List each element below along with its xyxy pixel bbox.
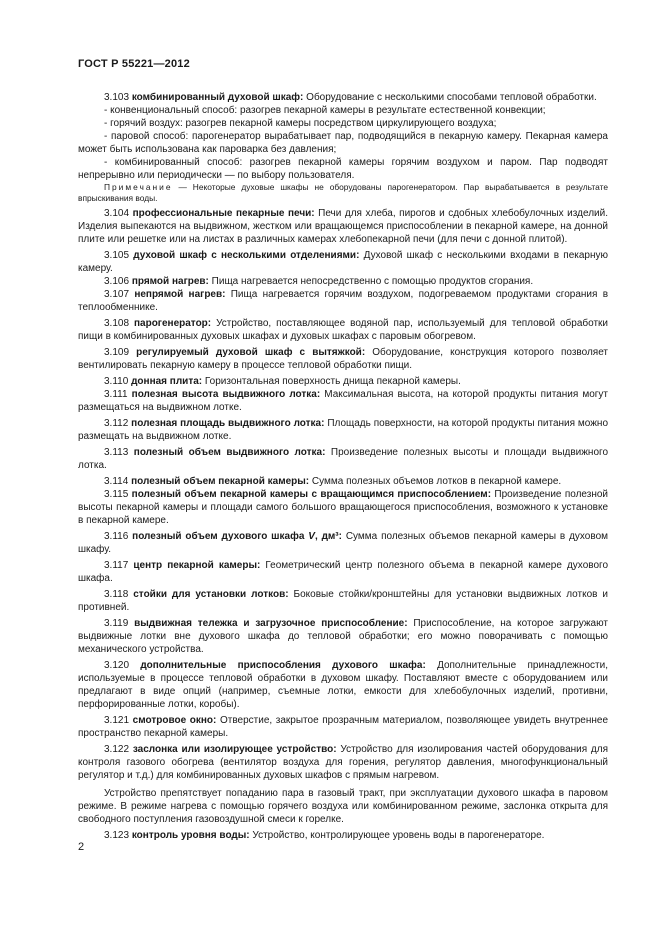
term-title: полезная площадь выдвижного лотка: xyxy=(131,418,325,429)
term-title: дополнительные приспособления духового шкафа: xyxy=(140,660,426,671)
page-number: 2 xyxy=(78,841,85,853)
term-title: профессиональные пекарные печи: xyxy=(132,208,315,219)
list-item: - горячий воздух: разогрев пекарной камеры посредством циркулирующего воздуха; xyxy=(104,118,497,129)
term-3-122: 3.122 заслонка или изолирующее устройство: Устройство для изолирования частей оборудования для контроля газового обогрева (вентилятор воздуха для горения, регулятор давления, многофункциональный регулятор и т.д.) для комбинированных духовых шкафов с прямым нагревом. xyxy=(78,744,609,781)
term-title: духовой шкаф с несколькими отделениями: xyxy=(133,250,360,261)
document-body xyxy=(78,91,608,842)
term-title: полезная высота выдвижного лотка: xyxy=(131,389,321,400)
term-title: полезный объем духового шкафа V, дм³: xyxy=(132,531,342,542)
term-title: полезный объем выдвижного лотка: xyxy=(133,447,326,458)
term-3-106: 3.106 прямой нагрев: Пища нагревается непосредственно с помощью продуктов сгорания. xyxy=(104,276,534,287)
term-3-113: 3.113 полезный объем выдвижного лотка: Произведение полезных высоты и площади выдвижного лотка. xyxy=(78,447,609,471)
term-3-103: 3.103 комбинированный духовой шкаф: Оборудование с несколькими способами тепловой обработки. xyxy=(104,92,597,103)
term-title: полезный объем пекарной камеры с вращающимся приспособлением: xyxy=(131,489,492,500)
term-3-121: 3.121 смотровое окно: Отверстие, закрытое прозрачным материалом, позволяющее увидеть внутреннее пространство пекарной камеры. xyxy=(78,715,609,739)
term-title: полезный объем пекарной камеры: xyxy=(131,476,310,487)
list-item: - конвенциональный способ: разогрев пекарной камеры в результате естественной конвекции; xyxy=(104,105,546,116)
term-title: контроль уровня воды: xyxy=(131,830,250,841)
term-3-111: 3.111 полезная высота выдвижного лотка: Максимальная высота, на которой продукты питания могут размещаться на выдвижном лотке. xyxy=(78,389,609,413)
term-title: регулируемый духовой шкаф с вытяжкой: xyxy=(136,347,366,358)
note xyxy=(78,182,608,204)
term-3-120: 3.120 дополнительные приспособления духового шкафа: Дополнительные принадлежности, используемые в процессе тепловой обработки в духовом шкафу. Поставляют вместе с оборудованием или предлагают в виде опций (например, съемные лотки, емкости для хлебобулочных изделий, противни, перфорированные лотки, коробы). xyxy=(78,660,608,710)
term-3-105: 3.105 духовой шкаф с несколькими отделениями: Духовой шкаф с несколькими входами в пекарную камеру. xyxy=(78,250,608,274)
term-3-123: 3.123 контроль уровня воды: Устройство, контролирующее уровень воды в парогенераторе. xyxy=(104,830,545,841)
term-title: стойки для установки лотков: xyxy=(133,589,289,600)
standard-header: ГОСТ Р 55221—2012 xyxy=(78,58,190,70)
term-title: центр пекарной камеры: xyxy=(133,560,261,571)
term-3-114: 3.114 полезный объем пекарной камеры: Сумма полезных объемов лотков в пекарной камере. xyxy=(104,476,562,487)
term-3-108: 3.108 парогенератор: Устройство, поставляющее водяной пар, используемый для тепловой обработки пищи в комбинированных духовых шкафах и духовых шкафах с паровым обогревом. xyxy=(78,318,608,342)
term-3-112: 3.112 полезная площадь выдвижного лотка: Площадь поверхности, на которой продукты питания можно размещать на выдвижном лотке. xyxy=(78,418,609,442)
term-title: выдвижная тележка и загрузочное приспособление: xyxy=(134,618,408,629)
term-3-115: 3.115 полезный объем пекарной камеры с вращающимся приспособлением: Произведение полезной высоты пекарной камеры и площади самого большого вращающегося приспособления, возможного к установке в пекарной камере. xyxy=(78,489,609,526)
list-item: - комбинированный способ: разогрев пекарной камеры горячим воздухом и паром. Пар подводят непрерывно или периодически — по выбору пользователя. xyxy=(78,157,608,181)
term-title: смотровое окно: xyxy=(132,715,217,726)
term-3-107: 3.107 непрямой нагрев: Пища нагревается горячим воздухом, подогреваемом продуктами сгорания в теплообменнике. xyxy=(78,289,609,313)
list-item: - паровой способ: парогенератор вырабатывает пар, подводящийся в пекарную камеру. Пекарная камера может быть использована как пароварка без давления; xyxy=(78,131,608,155)
term-3-110: 3.110 донная плита: Горизонтальная поверхность днища пекарной камеры. xyxy=(104,376,461,387)
term-3-118: 3.118 стойки для установки лотков: Боковые стойки/кронштейны для установки выдвижных лотков и противней. xyxy=(78,589,609,613)
term-title: донная плита: xyxy=(131,376,203,387)
term-title: прямой нагрев: xyxy=(131,276,209,287)
term-title: непрямой нагрев: xyxy=(134,289,226,300)
term-3-117: 3.117 центр пекарной камеры: Геометрический центр полезного объема в пекарной камере духового шкафа. xyxy=(78,560,609,584)
term-title: парогенератор: xyxy=(133,318,212,329)
term-title: комбинированный духовой шкаф: xyxy=(131,92,304,103)
note-text: — Некоторые духовые шкафы не оборудованы парогенератором. Пар вырабатывается в результате впрыскивания воды. xyxy=(78,182,608,203)
term-title: заслонка или изолирующее устройство: xyxy=(132,744,337,755)
term-3-116: 3.116 полезный объем духового шкафа V, дм³: Сумма полезных объемов пекарной камеры в духовом шкафу. xyxy=(78,531,609,555)
term-3-122-continuation: Устройство препятствует попаданию пара в газовый тракт, при эксплуатации духового шкафа в паровом режиме. В режиме нагрева с помощью горячего воздуха или комбинированном режиме, заслонка открыта для свободного поступления газовоздушной смеси к горелке. xyxy=(78,788,608,825)
term-3-119: 3.119 выдвижная тележка и загрузочное приспособление: Приспособление, на которое загружают выдвижные лотки вне духового шкафа до тепловой обработки; его можно поворачивать с помощью механического устройства. xyxy=(78,618,608,655)
term-3-104: 3.104 профессиональные пекарные печи: Печи для хлеба, пирогов и сдобных хлебобулочных изделий. Изделия выпекаются на выдвижном, жестком или вращающемся приспособлении в пекарной камере, на донной плите или решетке или на листах в различных камерах хлебопекарной печи (для печи с донной плитой). xyxy=(78,208,608,245)
note-label: Примечание xyxy=(104,182,173,192)
term-3-109: 3.109 регулируемый духовой шкаф с вытяжкой: Оборудование, конструкция которого позволяет вентилировать пекарную камеру в процессе тепловой обработки пищи. xyxy=(78,347,609,371)
